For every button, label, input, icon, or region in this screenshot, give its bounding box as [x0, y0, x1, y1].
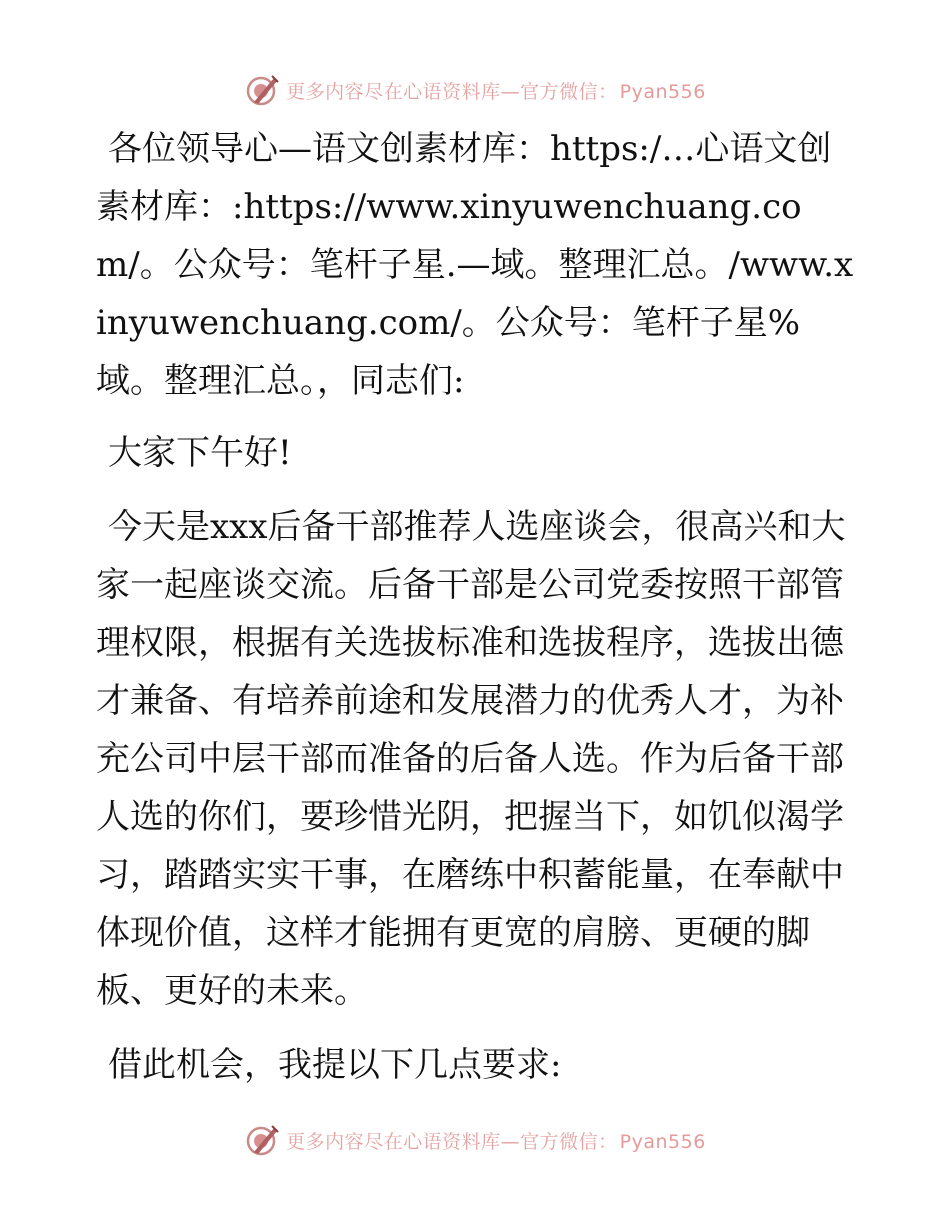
- paragraph-main: 今天是xxx后备干部推荐人选座谈会，很高兴和大家一起座谈交流。后备干部是公司党委按照干部管理权限，根据有关选拔标准和选拔程序，选拔出德才兼备、有培养前途和发展潜力的优秀人才，为补充公司中层干部而准备的后备人选。作为后备干部人选的你们，要珍惜光阴，把握当下，如饥似渴学习，踏踏实实干事，在磨练中积蓄能量，在奉献中体现价值，这样才能拥有更宽的肩膀、更硬的脚板、更好的未来。: [96, 507, 846, 1011]
- quill-seal-icon: [244, 72, 280, 108]
- watermark-text: 更多内容尽在心语资料库—官方微信： Pyan556: [286, 80, 706, 103]
- paragraph-greeting: 各位领导心—语文创素材库：https:/…心语文创素材库：:https://www.xinyuwenchuang.com/。公众号：笔杆子星.—域。整理汇总。/www.xinyuwenchuang.com/。公众号：笔杆子星%域。整理汇总。，同志们:: [96, 129, 854, 401]
- watermark-text: 更多内容尽在心语资料库—官方微信： Pyan556: [286, 1130, 706, 1153]
- paragraph-requirements: 借此机会，我提以下几点要求:: [108, 1045, 562, 1085]
- document-body: [96, 120, 856, 1094]
- quill-seal-icon: [244, 1122, 280, 1158]
- footer-watermark: [0, 1120, 950, 1160]
- header-watermark: [0, 70, 950, 110]
- paragraph-hello: 大家下午好!: [108, 433, 292, 473]
